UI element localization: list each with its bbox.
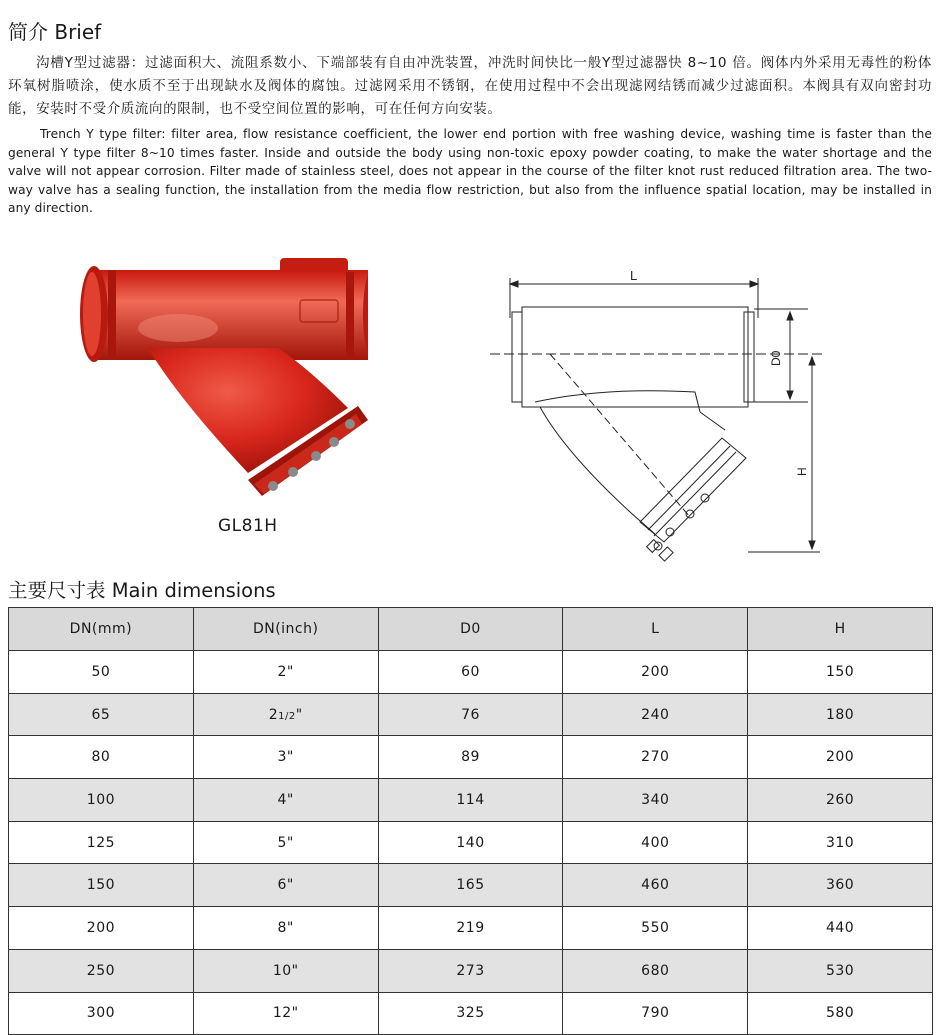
brief-text-english: Trench Y type filter: filter area, flow resistance coefficient, the lower end portion with free washing device, washing time is faster than the general Y type filter 8~10 times faster. Inside and outside the body using non-toxic epoxy powder coating, to make the water shortage and the valve will not appear corrosion. Filter made of stainless steel, does not appear in the course of the filter knot rust reduced filtration area. The two-way valve has a sealing function, the installation from the media flow restriction, but also from the influence spatial location, may be installed in any direction. [8, 127, 932, 215]
cell-dn-mm: 50 [9, 651, 194, 694]
column-header-d0: D0 [378, 608, 563, 651]
cell-h: 440 [748, 907, 933, 950]
cell-l: 240 [563, 693, 748, 736]
cell-l: 790 [563, 992, 748, 1035]
drawing-label-d0: D0 [769, 350, 783, 366]
dimension-drawing [490, 262, 830, 562]
cell-l: 270 [563, 736, 748, 779]
table-row [9, 779, 933, 822]
column-header-dn-inch: DN(inch) [193, 608, 378, 651]
cell-dn-inch [193, 693, 378, 736]
cell-h: 200 [748, 736, 933, 779]
cell-dn-inch: 12" [193, 992, 378, 1035]
table-row [9, 651, 933, 694]
drawing-label-h: H [795, 467, 809, 476]
cell-d0: 273 [378, 949, 563, 992]
cell-h: 360 [748, 864, 933, 907]
model-label: GL81H [218, 516, 278, 536]
cell-l: 200 [563, 651, 748, 694]
cell-dn-inch: 5" [193, 821, 378, 864]
column-header-h: H [748, 608, 933, 651]
dimensions-heading: 主要尺寸表 Main dimensions [8, 579, 276, 602]
cell-dn-inch: 8" [193, 907, 378, 950]
dn-inch-mark: " [295, 706, 303, 723]
cell-l: 400 [563, 821, 748, 864]
cell-l: 460 [563, 864, 748, 907]
cell-h: 530 [748, 949, 933, 992]
cell-d0: 60 [378, 651, 563, 694]
brief-heading: 简介 Brief [8, 20, 102, 44]
table-row [9, 992, 933, 1035]
cell-dn-mm: 80 [9, 736, 194, 779]
cell-dn-mm: 65 [9, 693, 194, 736]
column-header-dn-mm: DN(mm) [9, 608, 194, 651]
cell-d0: 76 [378, 693, 563, 736]
cell-dn-inch: 2" [193, 651, 378, 694]
drawing-label-l: L [630, 268, 638, 283]
cell-dn-mm: 125 [9, 821, 194, 864]
cell-dn-inch: 6" [193, 864, 378, 907]
cell-l: 340 [563, 779, 748, 822]
cell-dn-mm: 150 [9, 864, 194, 907]
cell-dn-inch: 10" [193, 949, 378, 992]
cell-h: 180 [748, 693, 933, 736]
brief-text-chinese: 沟槽Y型过滤器：过滤面积大、流阻系数小、下端部装有自由冲洗装置，冲洗时间快比一般Y型过滤器快 8~10 倍。阀体内外采用无毒性的粉体环氧树脂喷涂，使水质不至于出现缺水及阀体的腐蚀。过滤网采用不锈钢，在使用过程中不会出现滤网结锈而减少过滤面积。本阀具有双向密封功能，安装时不受介质流向的限制，也不受空间位置的影响，可在任何方向安装。 [8, 55, 932, 117]
dn-inch-fraction: 1/2 [278, 710, 296, 722]
cell-h: 580 [748, 992, 933, 1035]
dn-inch-whole: 2 [268, 706, 279, 723]
cell-dn-inch: 4" [193, 779, 378, 822]
cell-d0: 114 [378, 779, 563, 822]
cell-h: 150 [748, 651, 933, 694]
cell-dn-mm: 300 [9, 992, 194, 1035]
cell-d0: 219 [378, 907, 563, 950]
cell-d0: 325 [378, 992, 563, 1035]
column-header-l: L [563, 608, 748, 651]
table-row [9, 736, 933, 779]
table-row [9, 821, 933, 864]
dimensions-table [8, 607, 933, 1035]
cell-l: 550 [563, 907, 748, 950]
table-row [9, 949, 933, 992]
cell-d0: 89 [378, 736, 563, 779]
product-photo [68, 248, 368, 513]
table-row [9, 864, 933, 907]
cell-d0: 165 [378, 864, 563, 907]
cell-l: 680 [563, 949, 748, 992]
table-header-row [9, 608, 933, 651]
cell-dn-inch: 3" [193, 736, 378, 779]
table-row [9, 907, 933, 950]
cell-h: 260 [748, 779, 933, 822]
cell-d0: 140 [378, 821, 563, 864]
cell-h: 310 [748, 821, 933, 864]
cell-dn-mm: 200 [9, 907, 194, 950]
cell-dn-mm: 250 [9, 949, 194, 992]
table-row [9, 693, 933, 736]
cell-dn-mm: 100 [9, 779, 194, 822]
